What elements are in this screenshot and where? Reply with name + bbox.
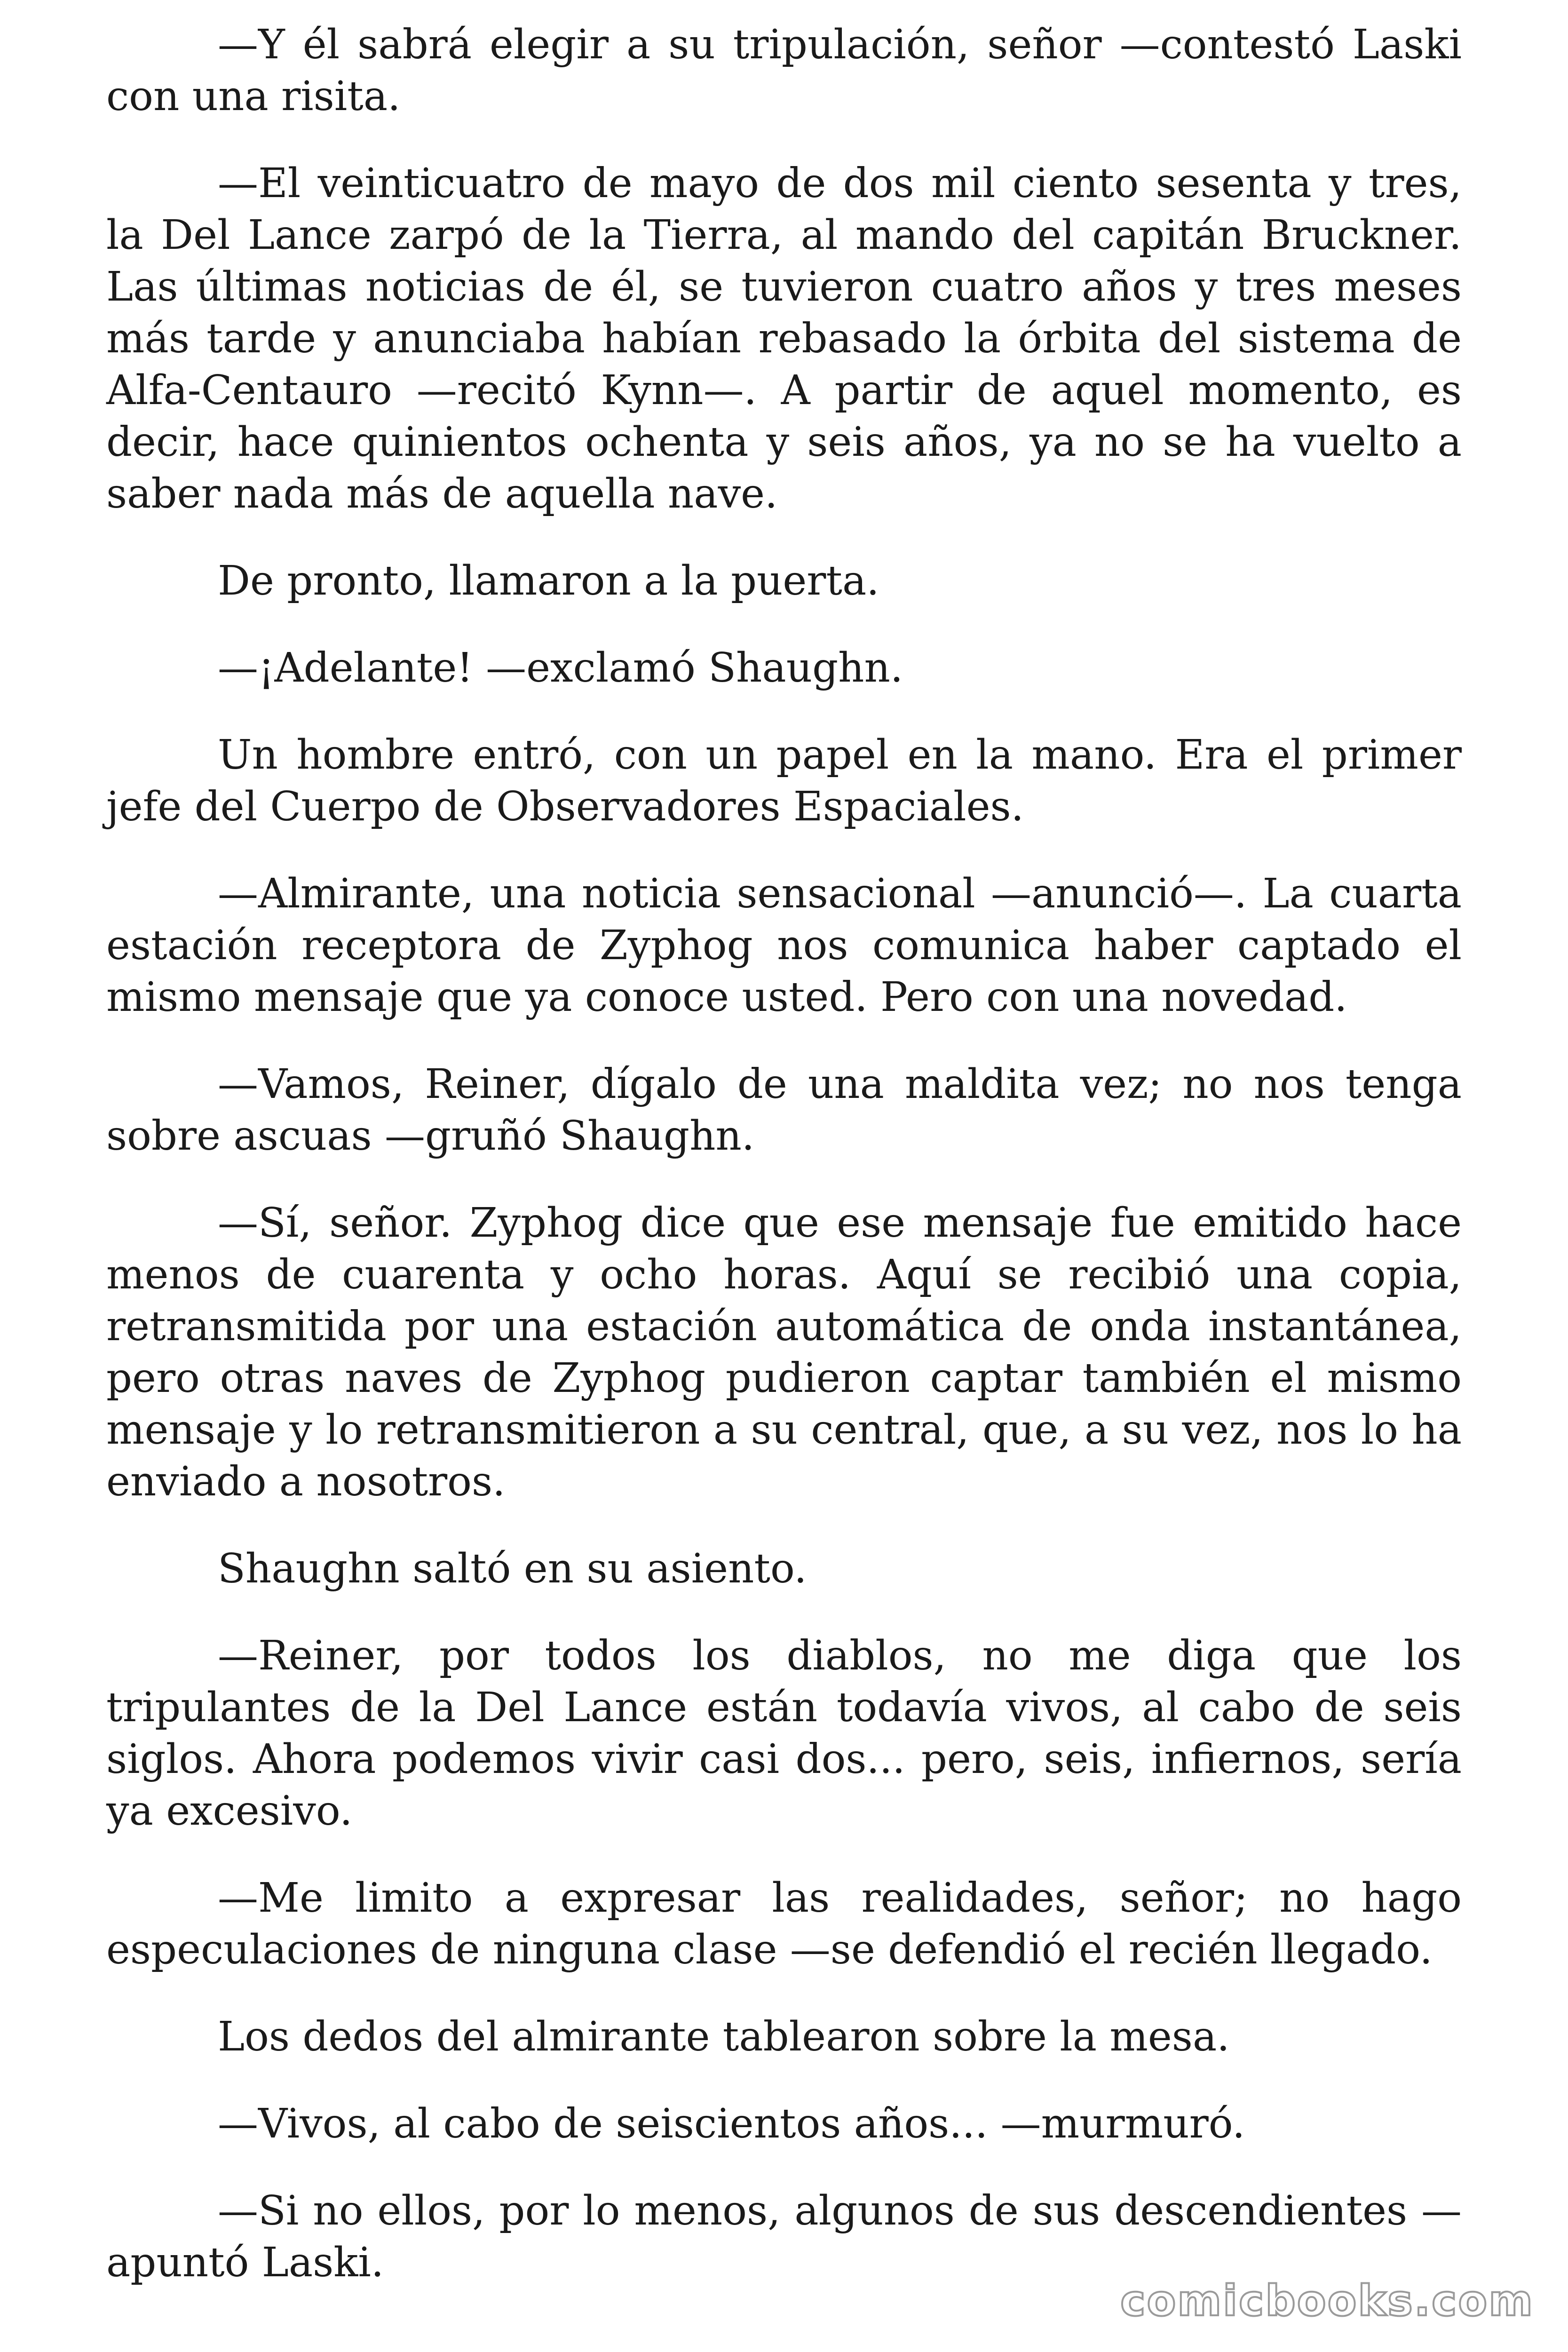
watermark: comicbooks.com xyxy=(1120,2276,1534,2326)
paragraph: —Vivos, al cabo de seiscientos años... —murmuró. xyxy=(218,2100,1245,2147)
paragraph: De pronto, llamaron a la puerta. xyxy=(218,557,879,604)
paragraph: —El veinticuatro de mayo de dos mil ciento sesenta y tres, la Del Lance zarpó de la Tierra, al mando del capitán Bruckner. Las últimas noticias de él, se tuvieron cuatro años y tres meses más tarde y anunciaba habían rebasado la órbita del sistema de Alfa-Centauro —recitó Kynn—. A partir de aquel momento, es decir, hace quinientos ochenta y seis años, ya no se ha vuelto a saber nada más de aquella nave. xyxy=(106,160,1462,517)
paragraph: Los dedos del almirante tablearon sobre la mesa. xyxy=(218,2013,1230,2060)
paragraph: —Sí, señor. Zyphog dice que ese mensaje fue emitido hace menos de cuarenta y ocho horas. Aquí se recibió una copia, retransmitida por una estación automática de onda instantánea, pero otras naves de Zyphog pudieron captar también el mismo mensaje y lo retransmitieron a su central, que, a su vez, nos lo ha enviado a nosotros. xyxy=(106,1200,1462,1505)
paragraph: —Si no ellos, por lo menos, algunos de sus descendientes —apuntó Laski. xyxy=(106,2187,1462,2286)
paragraph: —Almirante, una noticia sensacional —anunció—. La cuarta estación receptora de Zyphog nos comunica haber captado el mismo mensaje que ya conoce usted. Pero con una novedad. xyxy=(106,870,1462,1021)
paragraph: —¡Adelante! —exclamó Shaughn. xyxy=(218,644,903,691)
paragraph: —Vamos, Reiner, dígalo de una maldita vez; no nos tenga sobre ascuas —gruñó Shaughn. xyxy=(106,1061,1462,1160)
paragraph: —Y él sabrá elegir a su tripulación, señor —contestó Laski con una risita. xyxy=(106,21,1462,120)
paragraph: —Me limito a expresar las realidades, señor; no hago especulaciones de ninguna clase —se defendió el recién llegado. xyxy=(106,1875,1462,1973)
paragraph: Shaughn saltó en su asiento. xyxy=(218,1545,807,1592)
paragraph: Un hombre entró, con un papel en la mano. Era el primer jefe del Cuerpo de Observadores Espaciales. xyxy=(106,731,1462,830)
paragraph: —Reiner, por todos los diablos, no me diga que los tripulantes de la Del Lance están todavía vivos, al cabo de seis siglos. Ahora podemos vivir casi dos... pero, seis, infiernos, sería ya excesivo. xyxy=(106,1632,1462,1835)
book-page xyxy=(106,19,1462,2288)
